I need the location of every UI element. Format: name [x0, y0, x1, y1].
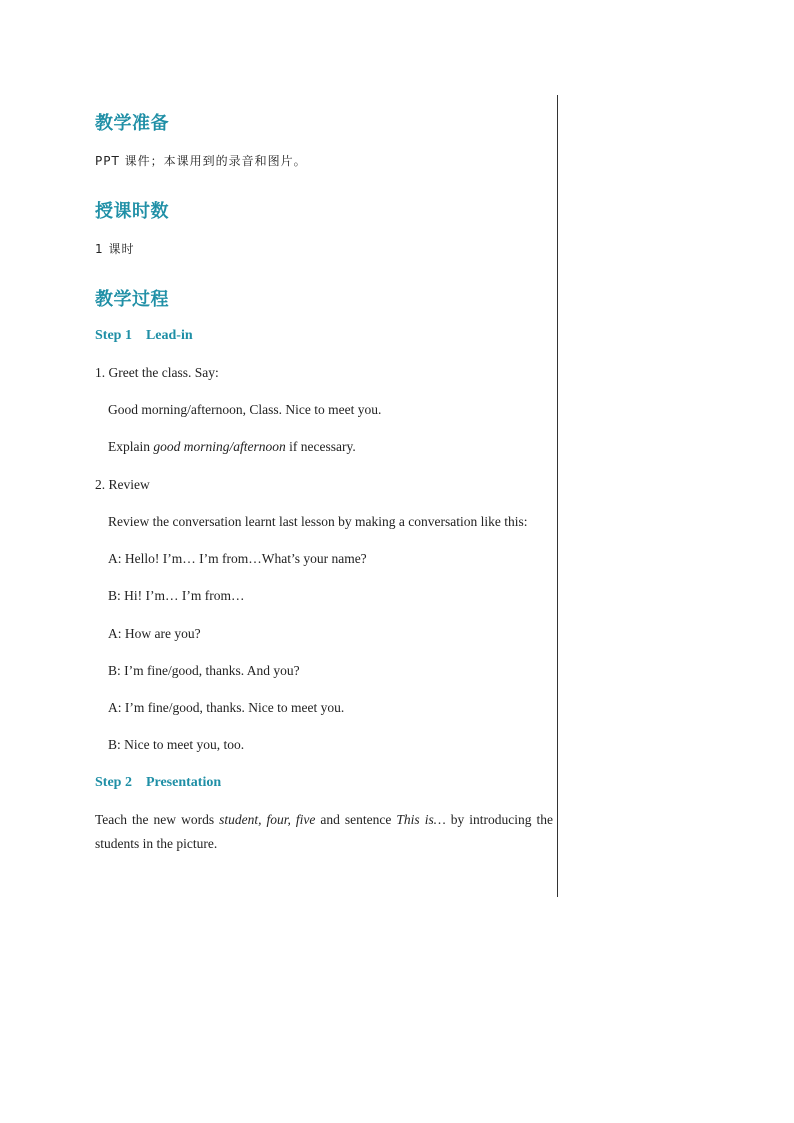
preparation-text: PPT 课件；本课用到的录音和图片。	[95, 154, 307, 168]
step2-name: Presentation	[145, 775, 222, 790]
review-text: Review the conversation learnt last lesson by making a conversation like this:	[108, 514, 528, 529]
step2-paragraph	[95, 808, 553, 856]
heading-process: 教学过程	[95, 289, 169, 310]
step2-label: Step 2	[95, 775, 132, 790]
step2-text-1: Teach the new words	[95, 812, 220, 827]
explain-emphasis: good morning/afternoon	[153, 439, 286, 454]
explain-pre: Explain	[108, 439, 154, 454]
heading-hours: 授课时数	[95, 201, 169, 222]
explain-line	[108, 439, 356, 455]
step1-name: Lead-in	[145, 328, 193, 343]
step1-item2: 2. Review	[95, 477, 150, 492]
dialogue-line: B: Nice to meet you, too.	[108, 737, 245, 752]
greeting-line: Good morning/afternoon, Class. Nice to meet you.	[108, 402, 382, 417]
dialogue-line: A: Hello! I’m… I’m from…What’s your name?	[108, 551, 367, 566]
dialogue-line: A: How are you?	[108, 626, 201, 641]
hours-text: 1 课时	[95, 242, 135, 256]
step1-item1: 1. Greet the class. Say:	[95, 365, 219, 380]
step1-label: Step 1	[95, 328, 132, 343]
step2-heading	[95, 775, 221, 791]
step2-sentence: This is…	[396, 812, 446, 827]
explain-post: if necessary.	[285, 439, 356, 454]
dialogue-line: A: I’m fine/good, thanks. Nice to meet you.	[108, 700, 345, 715]
step2-text-2: and sentence	[315, 812, 397, 827]
dialogue-line: B: Hi! I’m… I’m from…	[108, 588, 245, 603]
heading-preparation: 教学准备	[95, 113, 169, 134]
step1-heading	[95, 328, 193, 344]
dialogue-line: B: I’m fine/good, thanks. And you?	[108, 663, 300, 678]
step2-text-3: by introducing the students in the picture.	[95, 812, 553, 851]
column-divider	[557, 95, 558, 897]
step2-words: student, four, five	[219, 812, 316, 827]
